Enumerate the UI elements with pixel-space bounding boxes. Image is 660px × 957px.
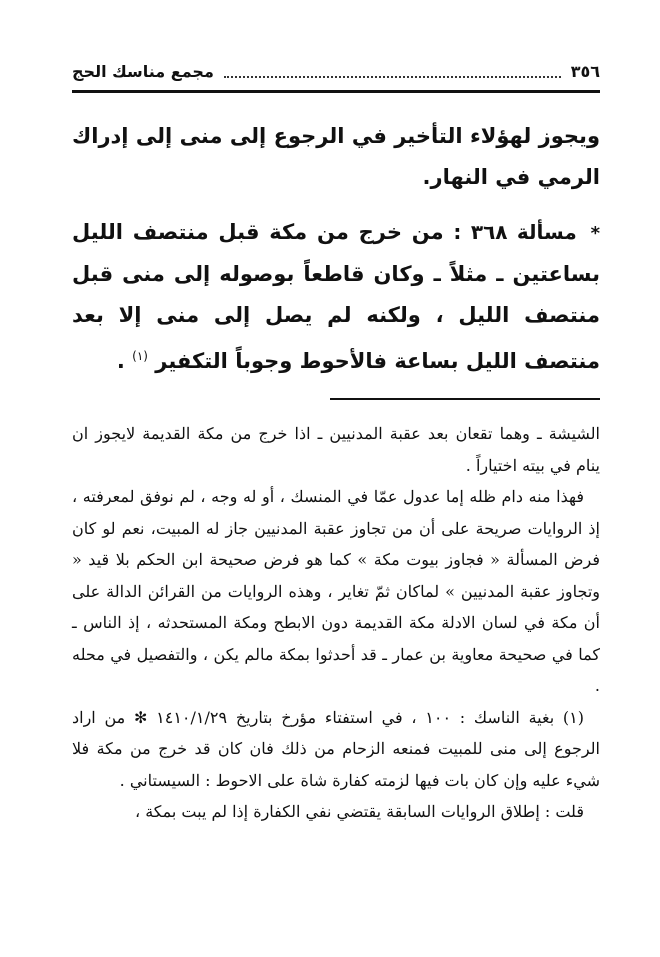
star-icon: * bbox=[590, 223, 600, 244]
footnote-1: (١) بغية الناسك : ١٠٠ ، في استفتاء مؤرخ بتاريخ ١٤١٠/١/٢٩ ✻ من اراد الرجوع إلى منى للمبيت فمنعه الزحام من ذلك فان كان قد خرج من مكة فلا شيء عليه وإن كان بات فيها لزمته كفارة شاة على الاحوط : السيستاني . bbox=[72, 707, 600, 790]
issue-text: من خرج من مكة قبل منتصف الليل بساعتين ـ مثلاً ـ وكان قاطعاً بوصوله إلى منى قبل منتصف الليل ، ولكنه لم يصل إلى منى إلا بعد منتصف الليل بساعة فالأحوط وجوباً التكفير bbox=[72, 220, 600, 373]
page-number: ٣٥٦ bbox=[570, 61, 600, 81]
main-paragraph-1: ويجوز لهؤلاء التأخير في الرجوع إلى منى إلى إدراك الرمي في النهار. bbox=[72, 124, 600, 189]
main-text bbox=[72, 116, 600, 382]
issue-paragraph bbox=[72, 212, 600, 382]
footnote-ref: (١) bbox=[132, 349, 148, 363]
footnotes-section bbox=[72, 418, 600, 828]
footnote-remark: قلت : إطلاق الروايات السابقة يقتضي نفي الكفارة إذا لم يبت بمكة ، bbox=[134, 802, 584, 821]
book-title: مجمع مناسك الحج bbox=[72, 61, 214, 81]
issue-label: مسألة ٣٦٨ : bbox=[453, 220, 577, 244]
header-dot-leader bbox=[224, 76, 561, 78]
footnote-continuation: الشيشة ـ وهما تقعان بعد عقبة المدنيين ـ اذا خرج من مكة القديمة لايجوز ان ينام في بيته اختياراً . bbox=[72, 424, 600, 475]
running-header bbox=[72, 56, 600, 86]
header-divider bbox=[72, 90, 600, 93]
footnote-commentary: فهذا منه دام ظله إما عدول عمّا في المنسك ، أو له وجه ، لم نوفق لمعرفته ، إذ الروايات صريحة على أن من تجاوز عقبة المدنيين جاز له المبيت، نعم لو كان فرض المسألة « فجاوز بيوت مكة » كما هو فرض صحيحة ابن الحكم بلا قيد « وتجاوز عقبة المدنيين » لماكان ثمّ تغاير ، وهذه الروايات من القرائن الدالة على أن مكة في لسان الادلة مكة القديمة دون الابطح ومكة المستحدثه ، إذ الناس ـ كما في صحيحة معاوية بن عمار ـ قد أحدثوا بمكة مالم يكن ، والتفصيل في محله . bbox=[72, 487, 600, 695]
issue-end: . bbox=[116, 349, 125, 373]
footnote-divider bbox=[330, 398, 600, 400]
